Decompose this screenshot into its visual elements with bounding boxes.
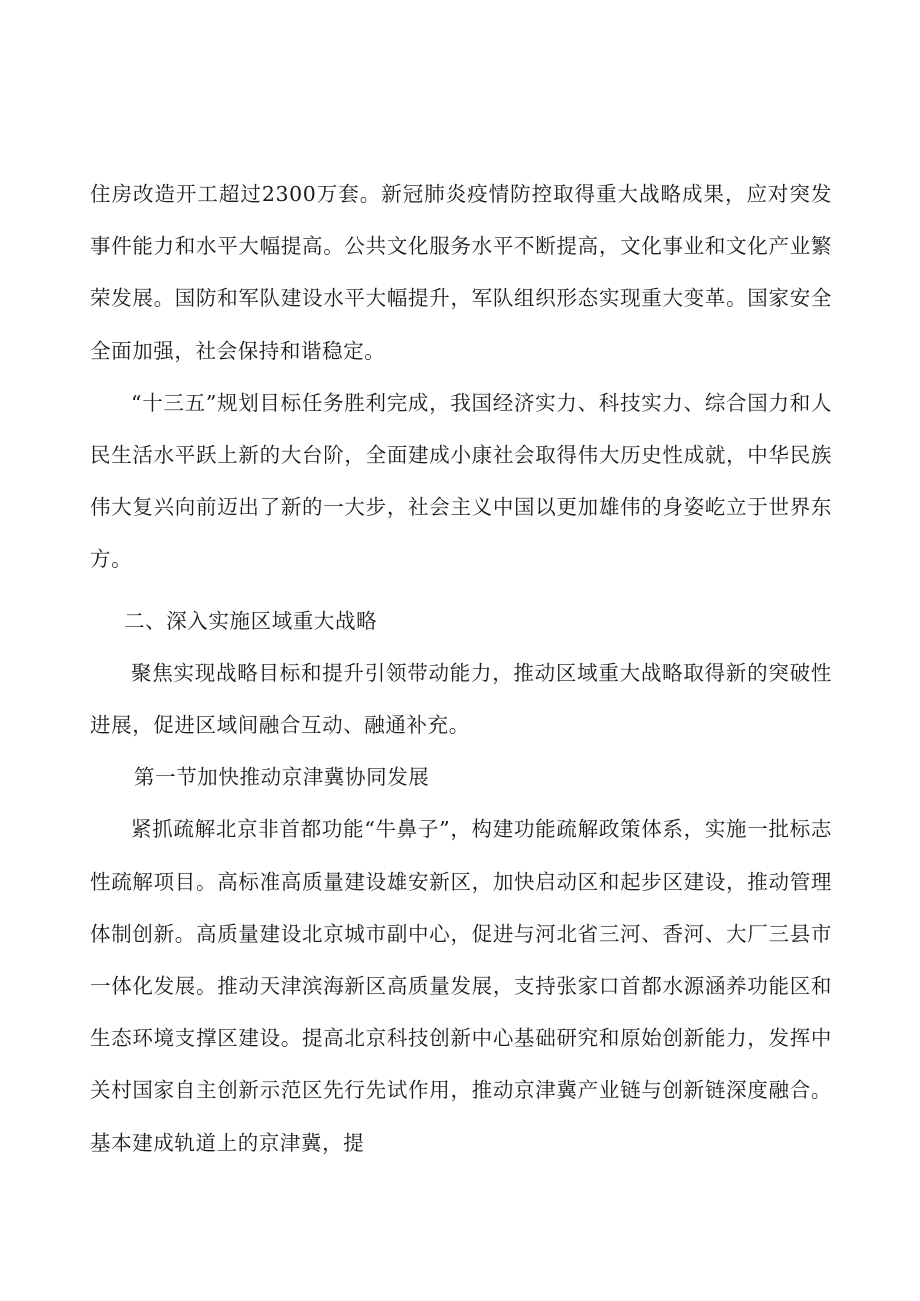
paragraph-summary: “十三五”规划目标任务胜利完成，我国经济实力、科技实力、综合国力和人民生活水平跃上新的大台阶，全面建成小康社会取得伟大历史性成就，中华民族伟大复兴向前迈出了新的一大步，社会主义中国以更加雄伟的身姿屹立于世界东方。 xyxy=(90,390,832,572)
paragraph-subsection-body: 紧抓疏解北京非首都功能“牛鼻子”，构建功能疏解政策体系，实施一批标志性疏解项目。高标准高质量建设雄安新区，加快启动区和起步区建设，推动管理体制创新。高质量建设北京城市副中心，促进与河北省三河、香河、大厂三县市一体化发展。推动天津滨海新区高质量发展，支持张家口首都水源涵养功能区和生态环境支撑区建设。提高北京科技创新中心基础研究和原始创新能力，发挥中关村国家自主创新示范区先行先试作用，推动京津冀产业链与创新链深度融合。基本建成轨道上的京津冀，提 xyxy=(90,817,832,1155)
subsection-heading: 第一节加快推动京津冀协同发展 xyxy=(134,765,430,790)
paragraph-section-intro: 聚焦实现战略目标和提升引领带动能力，推动区域重大战略取得新的突破性进展，促进区域间融合互动、融通补充。 xyxy=(90,660,832,738)
paragraph-continuation: 住房改造开工超过2300万套。新冠肺炎疫情防控取得重大战略成果，应对突发事件能力和水平大幅提高。公共文化服务水平不断提高，文化事业和文化产业繁荣发展。国防和军队建设水平大幅提升，军队组织形态实现重大变革。国家安全全面加强，社会保持和谐稳定。 xyxy=(90,182,832,363)
section-heading: 二、深入实施区域重大战略 xyxy=(124,608,378,633)
document-body xyxy=(90,168,832,1169)
